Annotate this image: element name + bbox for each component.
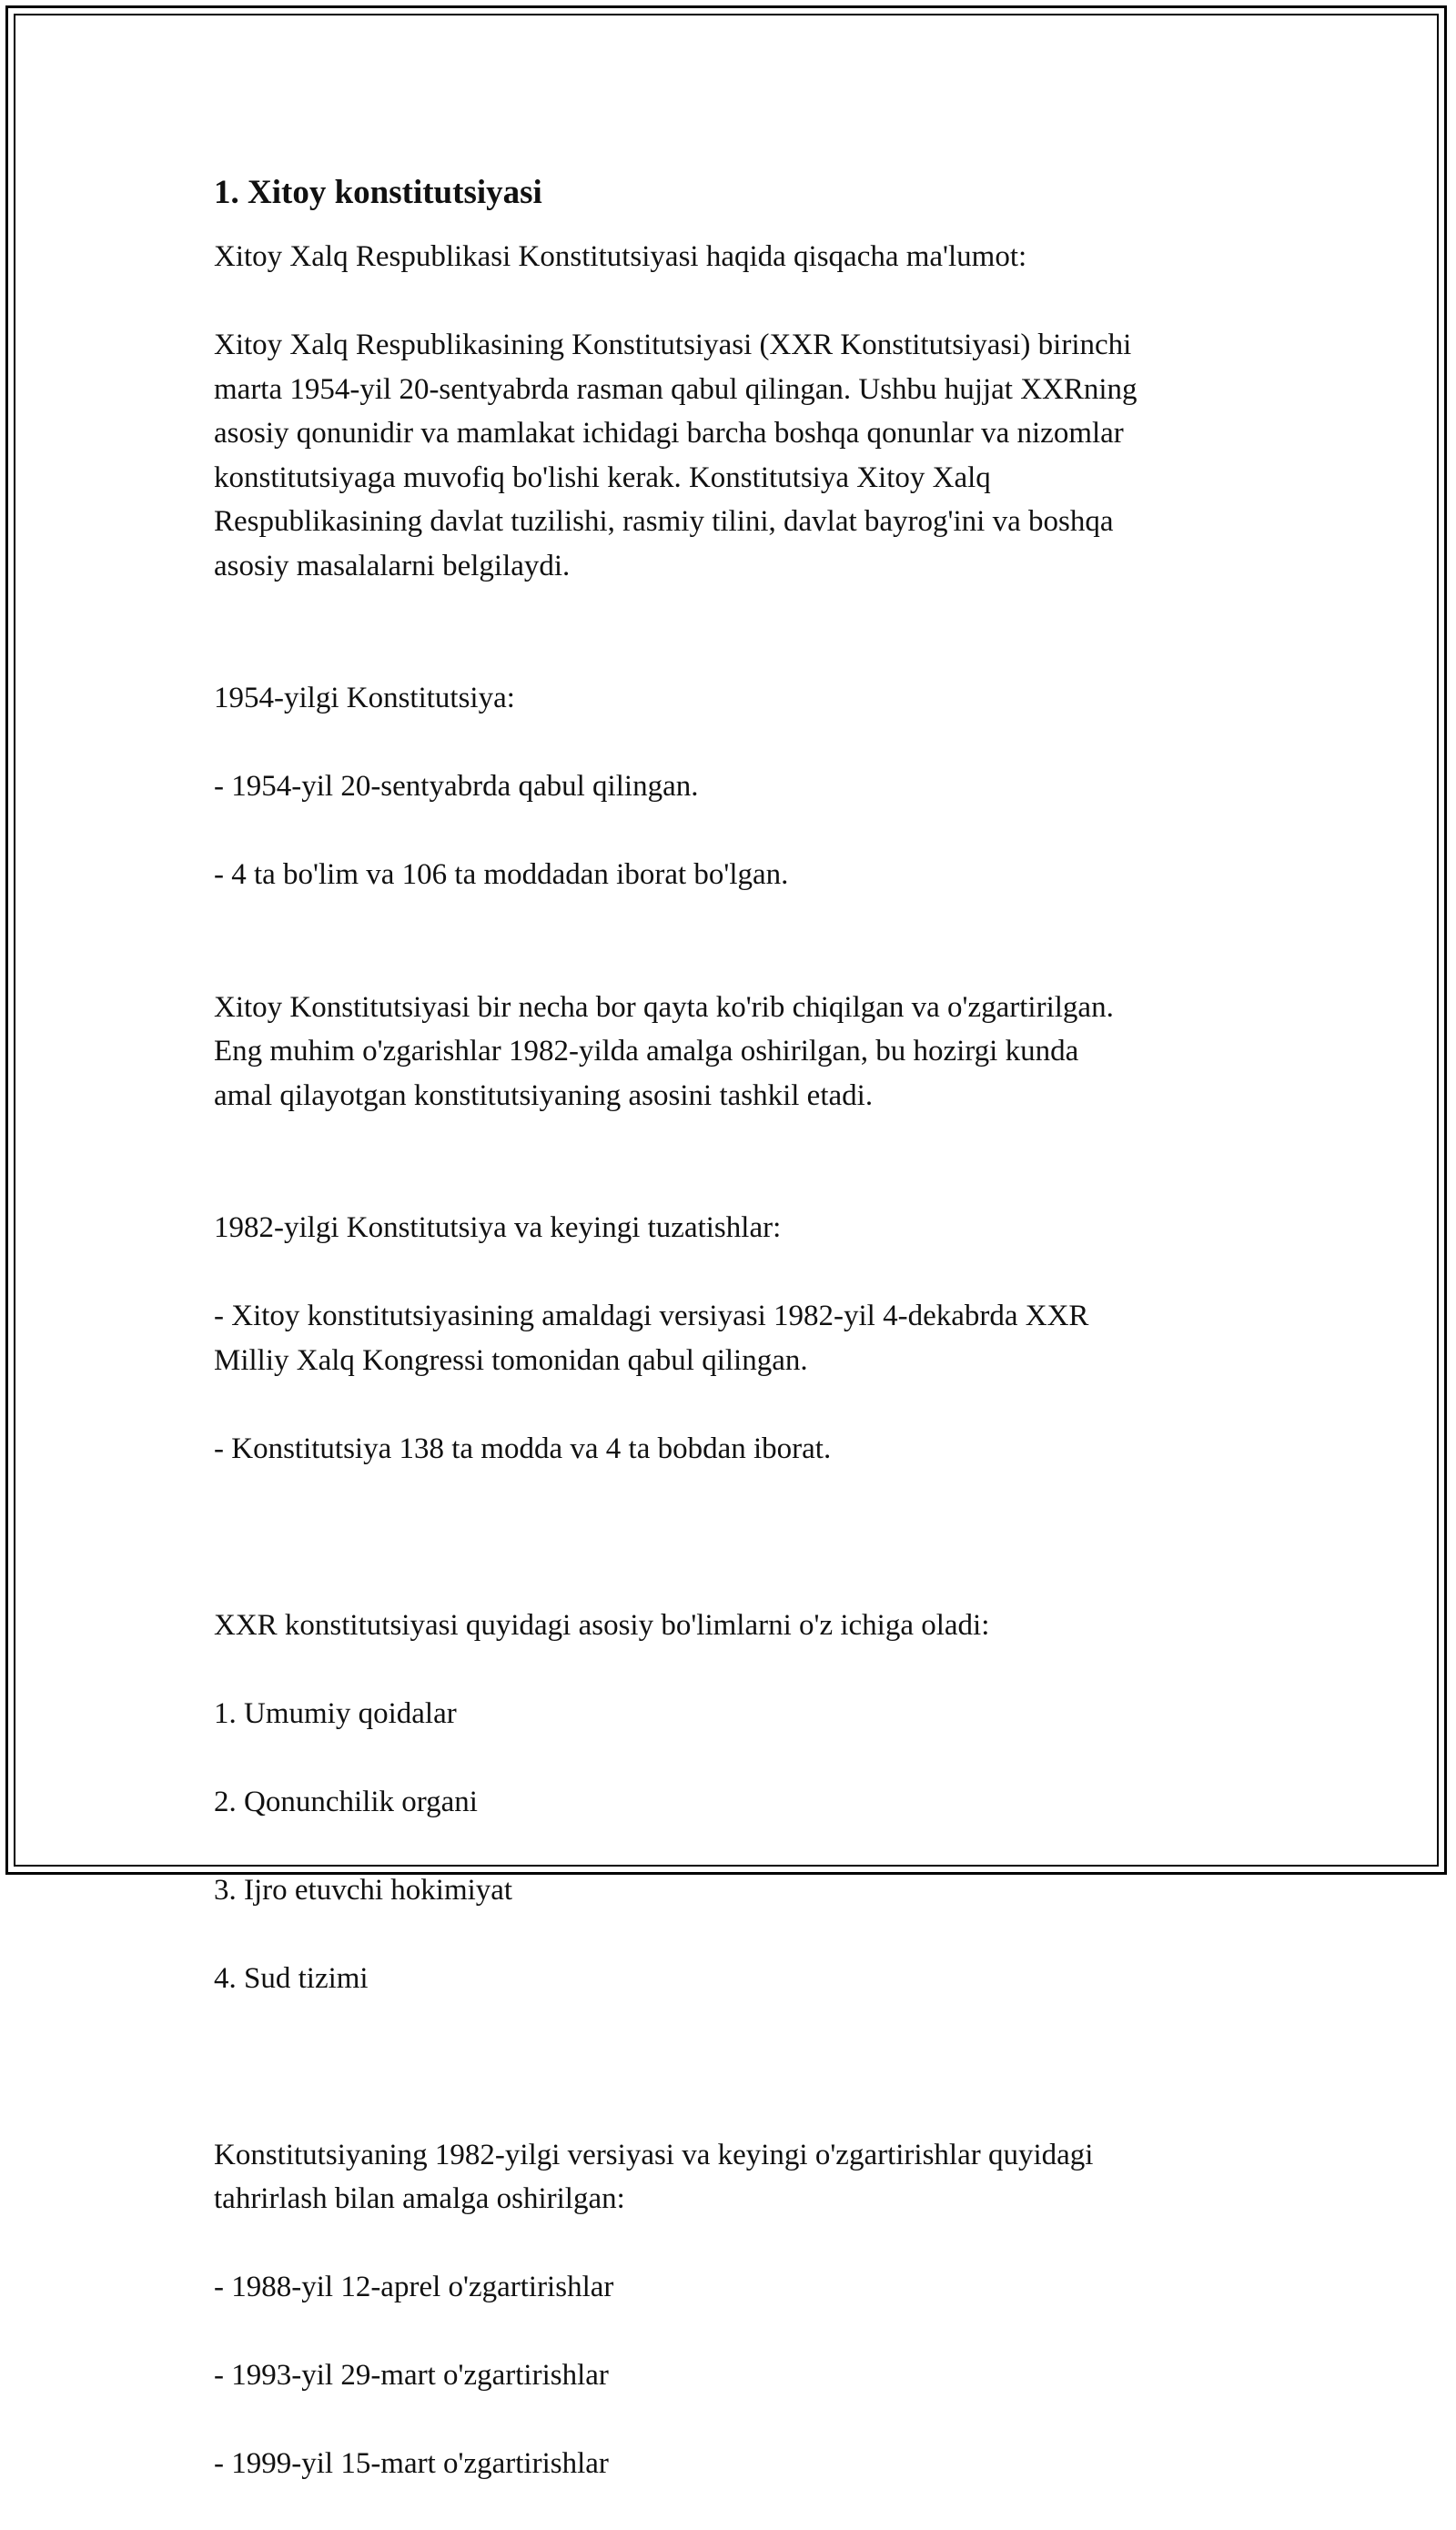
document-body	[214, 171, 1260, 2530]
revisions-paragraph: Xitoy Konstitutsiyasi bir necha bor qayta ko'rib chiqilgan va o'zgartirilgan. Eng muhim o'zgarishlar 1982-yilda amalga oshirilgan, bu hozirgi kunda amal qilayotgan konstitutsiyaning asosini tashkil etadi.	[214, 990, 1114, 1112]
section-1982-heading: 1982-yilgi Konstitutsiya va keyingi tuzatishlar:	[214, 1211, 782, 1244]
amendments-heading: Konstitutsiyaning 1982-yilgi versiyasi va keyingi o'zgartirishlar quyidagi tahrirlash bilan amalga oshirilgan:	[214, 2138, 1094, 2215]
main-sections-heading: XXR konstitutsiyasi quyidagi asosiy bo'limlarni o'z ichiga oladi:	[214, 1608, 990, 1642]
section-1954	[214, 632, 1260, 942]
amendments-item: - 1993-yil 29-mart o'zgartirishlar	[214, 2359, 609, 2392]
constitution-overview-paragraph: Xitoy Xalq Respublikasining Konstitutsiyasi (XXR Konstitutsiyasi) birinchi marta 1954-yil 20-sentyabrda rasman qabul qilingan. Ushbu hujjat XXRning asosiy qonunidir va mamlakat ichidagi barcha boshqa qonunlar va nizomlar konstitutsiyaga muvofiq bo'lishi kerak. Konstitutsiya Xitoy Xalq Respublikasining davlat tuzilishi, rasmiy tilini, davlat bayrog'ini va boshqa asosiy masalalarni belgilaydi.	[214, 329, 1138, 582]
main-sections-item: 1. Umumiy qoidalar	[214, 1696, 457, 1730]
section-1954-heading: 1954-yilgi Konstitutsiya:	[214, 682, 515, 714]
section-1954-item: - 1954-yil 20-sentyabrda qabul qilingan.	[214, 770, 699, 803]
main-sections-item: 2. Qonunchilik organi	[214, 1785, 478, 1818]
amendments-item: - 1999-yil 15-mart o'zgartirishlar	[214, 2447, 609, 2480]
section-1982	[214, 1162, 1260, 1515]
document-title: 1. Xitoy konstitutsiyasi	[214, 174, 542, 211]
main-sections-item: 3. Ijro etuvchi hokimiyat	[214, 1873, 513, 1907]
section-1982-item: - Xitoy konstitutsiyasining amaldagi versiyasi 1982-yil 4-dekabrda XXR Milliy Xalq Kongressi tomonidan qabul qilingan.	[214, 1300, 1089, 1377]
amendments-item: - 1988-yil 12-aprel o'zgartirishlar	[214, 2271, 614, 2303]
main-sections	[214, 1559, 1260, 2045]
intro-paragraph: Xitoy Xalq Respublikasi Konstitutsiyasi haqida qisqacha ma'lumot:	[214, 240, 1027, 273]
main-sections-item: 4. Sud tizimi	[214, 1961, 369, 1995]
amendments	[214, 2089, 1260, 2530]
section-1982-item: - Konstitutsiya 138 ta modda va 4 ta bobdan iborat.	[214, 1432, 832, 1465]
section-1954-item: - 4 ta bo'lim va 106 ta moddadan iborat bo'lgan.	[214, 858, 789, 891]
